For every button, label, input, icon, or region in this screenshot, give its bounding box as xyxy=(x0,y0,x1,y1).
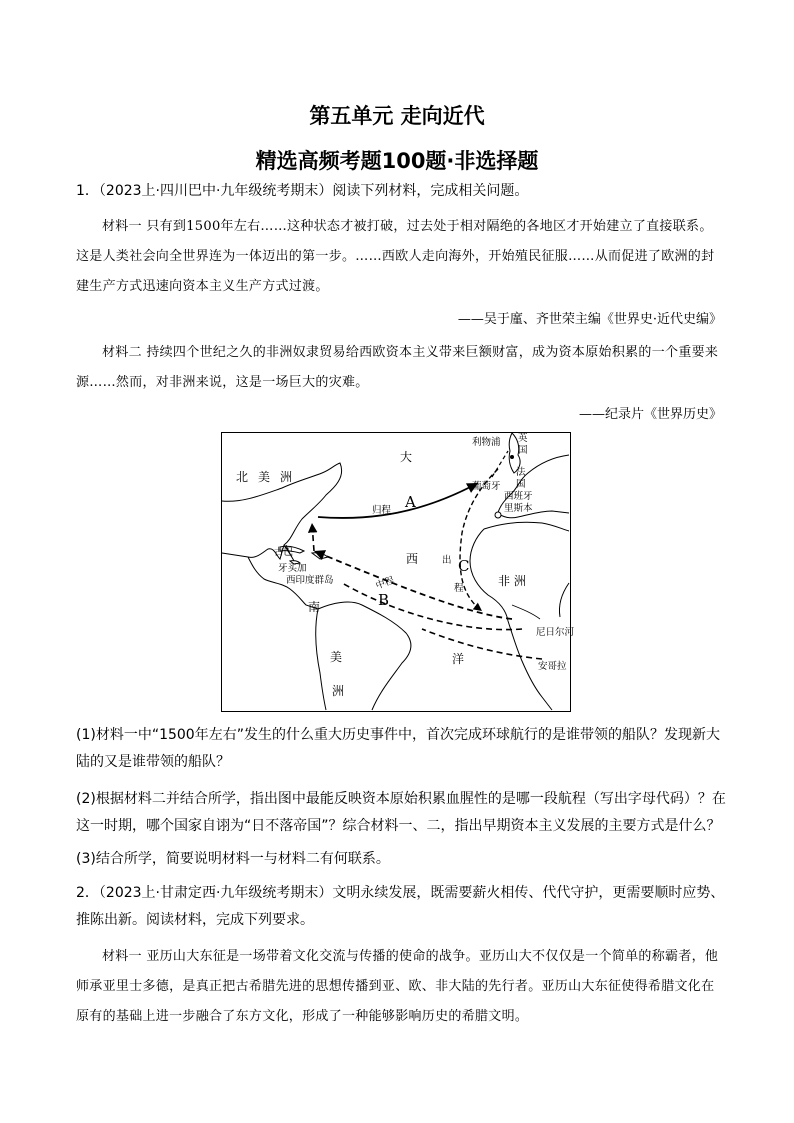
label-spain: 西班牙 xyxy=(504,491,533,502)
africa-coast xyxy=(470,522,569,710)
q1-material-2: 材料二 持续四个世纪之久的非洲奴隶贸易给西欧资本主义带来巨额财富，成为资本原始积累的一个重要来源……然而，对非洲来说，这是一场巨大的灾难。 xyxy=(76,345,719,390)
q2-material-1: 材料一 亚历山大东征是一场带着文化交流与传播的使命的战争。亚历山大不仅仅是一个简单的称霸者，他师承亚里士多德，是真正把古希腊先进的思想传播到亚、欧、非大陆的先行者。亚历山大东征使得希腊文化在原有的基础上进一步融合了东方文化，形成了一种能够影响历史的希腊文明。 xyxy=(76,949,719,1024)
label-north-america-3: 洲 xyxy=(280,470,293,484)
africa-east xyxy=(559,583,569,617)
south-america-west xyxy=(316,609,326,710)
label-north-america-1: 北 xyxy=(236,470,249,484)
label-jamaica: 牙买加 xyxy=(278,563,307,574)
q1-subquestion-1: (1)材料一中“1500年左右”发生的什么重大历史事件中，首次完成环球航行的是谁带领的船队？发现新大陆的又是谁带领的船队？ xyxy=(76,727,720,770)
triangular-trade-map xyxy=(221,432,575,712)
label-south-america-2: 美 xyxy=(330,650,343,664)
route-b-up xyxy=(312,523,314,551)
label-ocean-2: 西 xyxy=(406,552,419,566)
label-angola: 安哥拉 xyxy=(538,661,567,672)
label-portugal: 葡萄牙 xyxy=(472,481,501,492)
route-b-line-2 xyxy=(342,583,522,630)
page-subtitle: 精选高频考题100题·非选择题 xyxy=(255,149,539,173)
label-france-1: 法 xyxy=(516,467,526,478)
question-1-stem: 1．（2023上·四川巴中·九年级统考期末）阅读下列材料，完成相关问题。 xyxy=(76,183,529,199)
label-cuba: 古巴 xyxy=(274,547,294,558)
label-south-america-1: 南 xyxy=(308,600,321,614)
route-b-line-3 xyxy=(422,629,542,659)
label-england-2: 国 xyxy=(518,445,528,456)
label-outbound-1: 出 xyxy=(442,555,452,566)
label-ocean-1: 大 xyxy=(400,450,413,464)
q1-subquestion-2: (2)根据材料二并结合所学，指出图中最能反映资本原始积累血腥性的是哪一段航程（写出字母代码）？在这一时期，哪个国家自诩为“日不落帝国”？综合材料一、二，指出早期资本主义发展的主要方式是什么？ xyxy=(76,791,726,834)
label-route-c: C xyxy=(458,557,470,575)
label-liverpool: 利物浦 xyxy=(472,437,501,448)
route-c-upper xyxy=(492,451,508,477)
q1-source-1: ——吴于廑、齐世荣主编《世界史·近代史编》 xyxy=(457,312,722,327)
lisbon-marker xyxy=(495,512,501,518)
label-niger: 尼日尔河 xyxy=(536,627,575,638)
label-france-2: 国 xyxy=(516,479,526,490)
map-svg xyxy=(222,433,575,710)
label-route-b: B xyxy=(378,591,390,609)
liverpool-marker xyxy=(510,455,514,459)
label-south-america-3: 洲 xyxy=(332,684,345,698)
q1-source-2: ——纪录片《世界历史》 xyxy=(578,407,722,422)
label-middle-leg: 中程 xyxy=(374,574,396,592)
label-lisbon: 里斯本 xyxy=(504,503,533,514)
label-outbound-2: 程 xyxy=(454,583,464,594)
label-africa: 非 洲 xyxy=(498,574,526,588)
label-return-leg: 归程 xyxy=(372,505,392,516)
route-a-line xyxy=(318,483,478,518)
label-england-1: 英 xyxy=(518,433,528,444)
q1-subquestion-3: (3)结合所学，简要说明材料一与材料二有何联系。 xyxy=(76,851,390,867)
label-west-indies: 西印度群岛 xyxy=(286,575,334,586)
niger-river xyxy=(512,605,540,619)
label-north-america-2: 美 xyxy=(258,470,271,484)
label-route-a: A xyxy=(405,493,416,511)
label-ocean-3: 洋 xyxy=(452,652,465,666)
unit-title: 第五单元 走向近代 xyxy=(309,104,485,128)
q1-material-1: 材料一 只有到1500年左右……这种状态才被打破，过去处于相对隔绝的各地区才开始建立了直接联系。这是人类社会向全世界连为一体迈出的第一步。……西欧人走向海外，开始殖民征服……从而促进了欧洲的封建生产方式迅速向资本主义生产方式过渡。 xyxy=(76,219,715,294)
question-2-stem: 2．（2023上·甘肃定西·九年级统考期末）文明永续发展，既需要薪火相传、代代守护，更需要顺时应势、推陈出新。阅读材料，完成下列要求。 xyxy=(76,885,725,928)
